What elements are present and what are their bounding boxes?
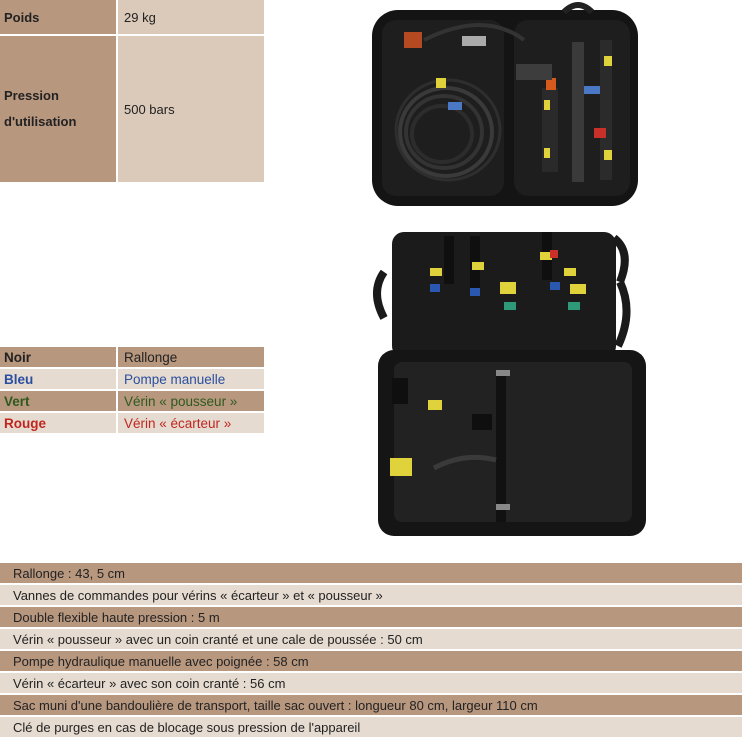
legend-key-vert: Vert xyxy=(0,391,118,411)
legend-value-vert: Vérin « pousseur » xyxy=(118,391,264,411)
legend-key-rouge: Rouge xyxy=(0,413,118,433)
legend-key-noir: Noir xyxy=(0,347,118,367)
legend-row-bleu xyxy=(0,369,266,389)
color-legend xyxy=(0,347,266,435)
spec-label-weight: Poids xyxy=(0,0,118,34)
parts-list-item: Vérin « écarteur » avec son coin cranté : 56 cm xyxy=(0,673,742,693)
parts-list-item: Pompe hydraulique manuelle avec poignée : 58 cm xyxy=(0,651,742,671)
legend-value-rouge: Vérin « écarteur » xyxy=(118,413,264,433)
parts-list-item: Rallonge : 43, 5 cm xyxy=(0,563,742,583)
parts-list-item: Vérin « pousseur » avec un coin cranté et une cale de poussée : 50 cm xyxy=(0,629,742,649)
legend-value-noir: Rallonge xyxy=(118,347,264,367)
spec-label-pressure xyxy=(0,36,118,182)
spec-label-pressure-line2: d'utilisation xyxy=(4,114,77,129)
spec-label-pressure-line1: Pression xyxy=(4,88,59,103)
spec-table xyxy=(0,0,266,182)
legend-key-bleu: Bleu xyxy=(0,369,118,389)
parts-list-item: Vannes de commandes pour vérins « écarteur » et « pousseur » xyxy=(0,585,742,605)
parts-list-item: Clé de purges en cas de blocage sous pression de l'appareil xyxy=(0,717,742,737)
spec-row-pressure xyxy=(0,36,266,182)
spec-row-weight xyxy=(0,0,266,36)
tool-bag-photo xyxy=(364,0,646,214)
parts-list-item: Sac muni d'une bandoulière de transport, taille sac ouvert : longueur 80 cm, largeur 110 cm xyxy=(0,695,742,715)
parts-list-item: Double flexible haute pression : 5 m xyxy=(0,607,742,627)
spec-value-pressure: 500 bars xyxy=(118,36,264,182)
legend-value-bleu: Pompe manuelle xyxy=(118,369,264,389)
parts-list xyxy=(0,563,742,739)
legend-row-vert xyxy=(0,391,266,411)
legend-row-noir xyxy=(0,347,266,367)
open-bag-photo xyxy=(364,222,654,540)
spec-value-weight: 29 kg xyxy=(118,0,264,34)
legend-row-rouge xyxy=(0,413,266,433)
